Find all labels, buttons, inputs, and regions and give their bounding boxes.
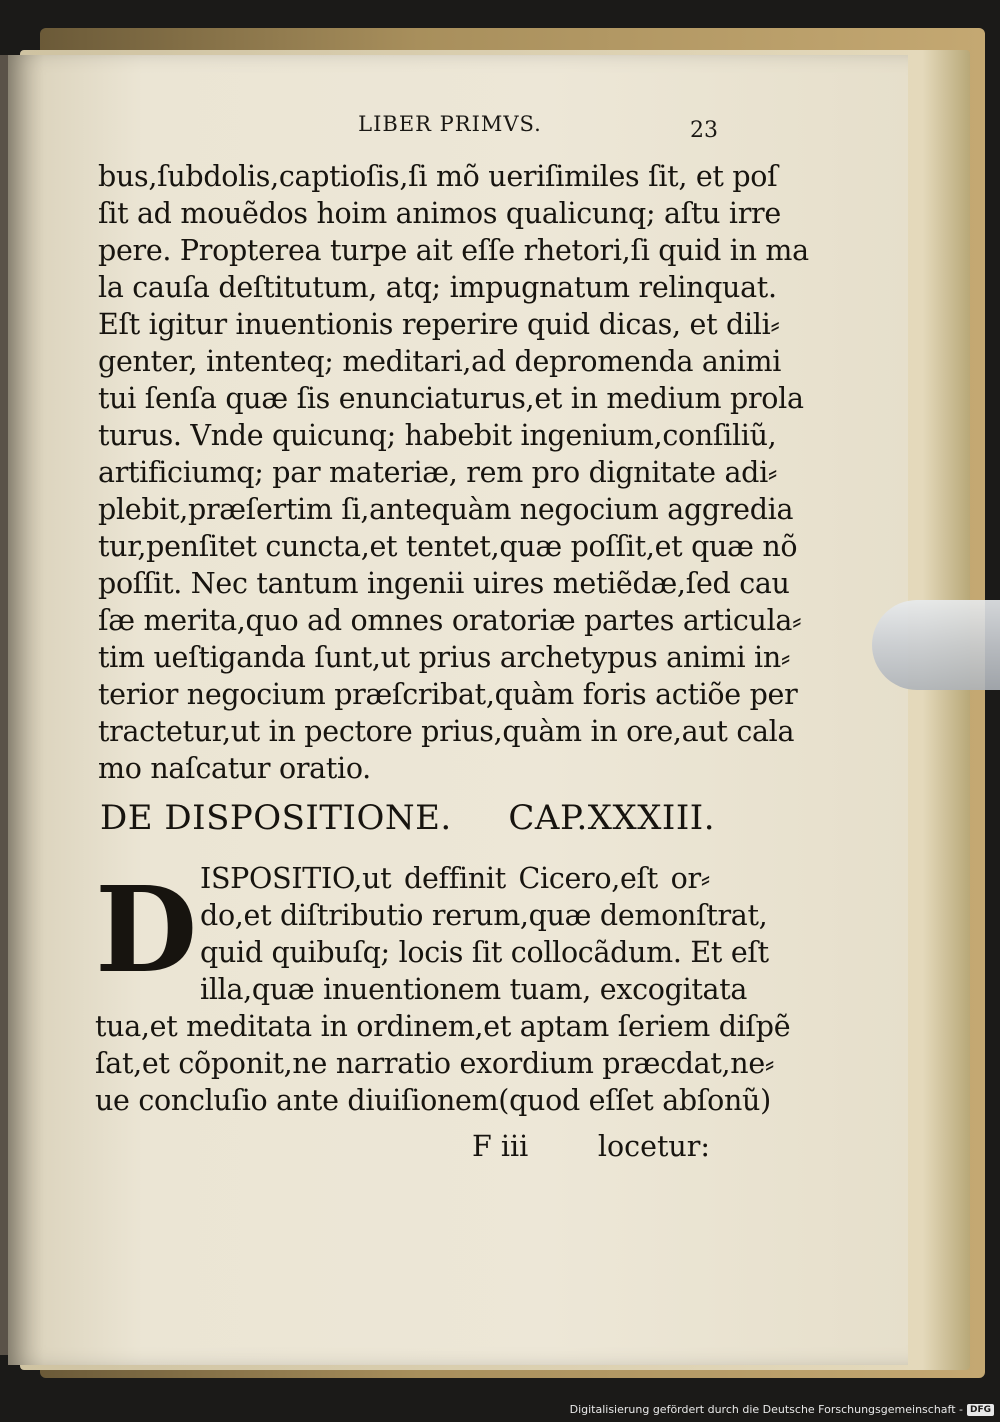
text-line: tim ueſtiganda ſunt,ut prius archetypus animi in⸗ — [98, 641, 791, 674]
text-line: pere. Propterea turpe ait eſſe rhetori,ſi quid in ma — [98, 234, 809, 267]
text-line: genter, intenteq; meditari,ad depromenda animi — [98, 345, 782, 378]
text-line: ſit ad mouẽdos hoim animos qualicunq; aſtu irre — [98, 197, 781, 230]
digitization-credit — [570, 1403, 994, 1416]
catchword: locetur: — [597, 1130, 710, 1163]
text-line: tua,et meditata in ordinem,et aptam ſeriem diſpẽ — [95, 1010, 791, 1043]
body-text — [98, 158, 809, 787]
text-line: illa,quæ inuentionem tuam, excogitata — [200, 973, 748, 1006]
text-line: do,et diſtributio rerum,quæ demonſtrat, — [200, 899, 768, 932]
page-foot — [100, 1130, 710, 1170]
text-line: terior negocium præſcribat,quàm foris actiõe per — [98, 678, 798, 711]
text-line: bus,ſubdolis,captioſis,ſi mõ ueriſimiles ſit, et poſ — [98, 160, 778, 193]
dfg-logo: DFG — [967, 1404, 994, 1416]
text-line-last: mo naſcatur oratio. — [98, 752, 371, 785]
credit-text: Digitalisierung gefördert durch die Deutsche Forschungsgemeinschaft - — [569, 1403, 963, 1416]
drop-cap-initial: D — [95, 860, 198, 999]
text-line: plebit,præſertim ſi,antequàm negocium aggredia — [98, 493, 794, 526]
text-line: quid quibuſq; locis ſit collocãdum. Et eſt — [200, 936, 769, 969]
text-line: ISPOSITIO,ut deffinit Cicero,eſt or⸗ — [200, 862, 710, 895]
text-line: ſæ merita,quo ad omnes oratoriæ partes articula⸗ — [98, 604, 802, 637]
text-line: ſat,et cõponit,ne narratio exordium præcdat,ne⸗ — [95, 1047, 775, 1080]
text-line: la cauſa deſtitutum, atq; impugnatum relinquat. — [98, 271, 777, 304]
text-line: artificiumq; par materiæ, rem pro dignitate adi⸗ — [98, 456, 778, 489]
text-line: tractetur,ut in pectore prius,quàm in ore,aut cala — [98, 715, 795, 748]
text-line: ue concluſio ante diuiſionem(quod eſſet abſonũ) — [95, 1084, 771, 1117]
signature-mark: F iii — [472, 1130, 529, 1163]
running-head: LIBER PRIMVS. — [358, 112, 542, 136]
page-clamp — [872, 600, 1000, 690]
text-line: turus. Vnde quicunq; habebit ingenium,conſiliũ, — [98, 419, 777, 452]
page-number: 23 — [690, 118, 718, 143]
text-line: poſſit. Nec tantum ingenii uires metiẽdæ,ſed cau — [98, 567, 790, 600]
drop-cap-text — [200, 860, 769, 1008]
body-text-continued — [95, 1008, 791, 1119]
text-line: Eſt igitur inuentionis reperire quid dicas, et dili⸗ — [98, 308, 780, 341]
text-line: tui ſenſa quæ ſis enunciaturus,et in medium prola — [98, 382, 804, 415]
chapter-title: DE DISPOSITIONE. — [100, 798, 452, 838]
text-line: tur,penſitet cuncta,et tentet,quæ poſſit,et quæ nõ — [98, 530, 798, 563]
chapter-heading — [100, 798, 715, 838]
chapter-number: CAP.XXXIII. — [508, 798, 715, 838]
